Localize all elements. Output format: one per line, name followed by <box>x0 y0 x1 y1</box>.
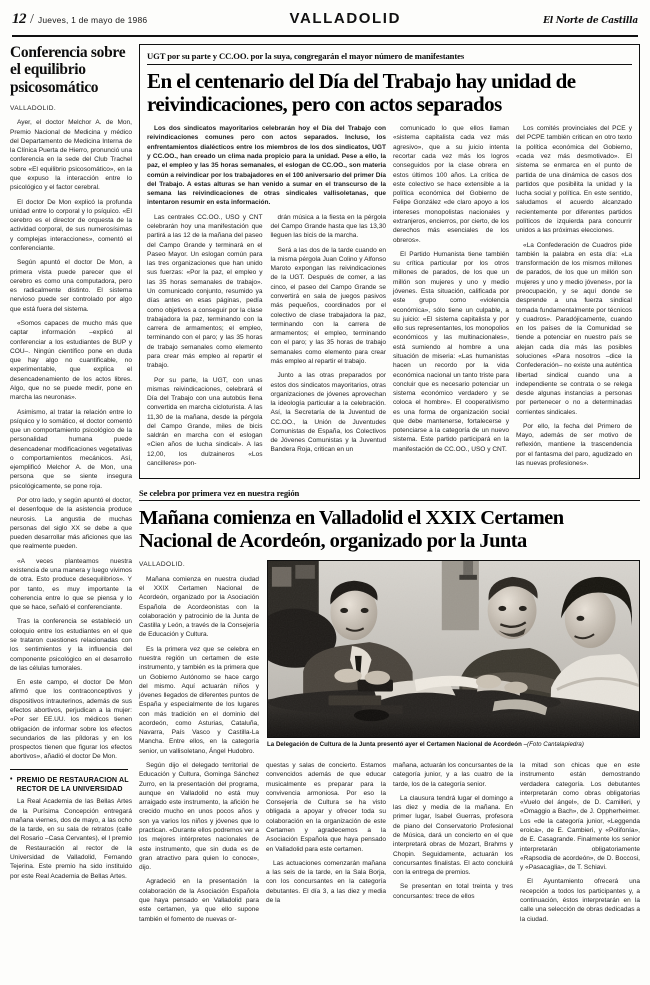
paper-masthead-logo: El Norte de Castilla <box>543 16 638 26</box>
sidebar-brief <box>10 776 132 881</box>
photo-caption-text: La Delegación de Cultura de la Junta presentó ayer el Certamen Nacional de Acordeón <box>267 741 522 749</box>
article2-paragraph: mañana, actuarán los concursantes de la categoría junior, y a las cuatro de la tarde, los de la categoría senior. <box>393 762 513 788</box>
article1-paragraph: El Partido Humanista tiene también su crítica particular por los otros millones de parados, de los que un millón son mujeres y uno y medio jóvenes. Esta situación, calificada por este grupo como «violencia económica», sólo tiene un culpable, a su juicio: «El sistema capitalista y por ello sus representantes, los monopolios económicos y las multinacionales», está sumiendo al hombre a una situación de miseria: «Las humanistas hacen un recordo por la vida económica nacional un tanto triste para concluir que es necesario potenciar un sistema económico verdadero y se coloca el hombre». El cooperativismo es una forma de organización social que debe mantenerse, fortalecerse y potenciarse a la categoría de un nuevo sistema. Este partido participará en la manifestación de CC.OO., USO y CNT. <box>392 250 509 453</box>
article2-bottom-columns <box>139 761 640 929</box>
article1-subcolumns <box>147 213 386 474</box>
article2-paragraph: La clausura tendrá lugar el domingo a las diez y media de la mañana. En primer lugar, Isabel Guerras, profesora de piano del Conservatorio Profesional de Música, dará un concierto en el que interpretará obras de Mozart, Brahms y Chopin. Seguidamente, actuarán los concursantes finalistas. El acto concluirá con la entrega de premios. <box>393 794 513 877</box>
sidebar-paragraph: Por otro lado, y según apuntó el doctor, el desenfoque de la asistencia produce neurosis. La angustia de muchas personas del siglo XX se debe a que pueden desarrollar más aficiones que las que realmente pueden. <box>10 497 132 551</box>
sidebar-paragraph: Según apuntó el doctor De Mon, a primera vista puede parecer que el cerebro es como una computadora, pero es radicalmente distinto. El sistema nervioso puede ser controlado por algo que está fuera del sistema. <box>10 259 132 313</box>
main-column <box>139 44 640 974</box>
article1-paragraph: Junto a las otras preparados por estos dos sindicatos mayoritarios, otras organizaciones de jóvenes aprovechan la ideología particular a la celebración. Así, la Secretaría de la Juventud de CC.OO., la Unión de Juventudes Comunistas de España, los Colectivos de Jóvenes Comunistas y la Juventud Bandera Roja, critican en un <box>270 372 386 454</box>
masthead <box>10 10 640 32</box>
brief-heading <box>10 776 132 794</box>
page-body <box>10 44 640 974</box>
section-title: VALLADOLID <box>289 10 401 27</box>
article2-column-1 <box>139 761 259 929</box>
article2-paragraph: Las actuaciones comenzarán mañana a las seis de la tarde, en la Sala Borja, con los concursantes en la categoría debutantes. El día 3, a las diez y media de la <box>266 859 386 904</box>
article1-paragraph: drán música a la fiesta en la pérgola del Campo Grande hasta que las 13,30 lleguen las bicis de la marcha. <box>270 213 386 240</box>
sidebar-paragraph: Asimismo, al tratar la relación entre lo psíquico y lo somático, el doctor comentó que un comportamiento psicológico de la personalidad humana puede desencadenar modificaciones vegetativas o comportamientos mecánicos. Así, ejemplificó Melchor A. de Mon, una persona que se siente insegura psicológicamente, se pone roja. <box>10 408 132 490</box>
sidebar-paragraph: «A veces planteamos nuestra existencia de una manera y luego vivimos de otra. Esto produce desequilibrios». Y por tanto, es muy importante la coherencia entre lo que se piensa y lo que se hace, señaló el conferenciante. <box>10 557 132 612</box>
article1-headline: En el centenario del Día del Trabajo hay unidad de reivindicaciones, pero con actos separados <box>147 69 576 117</box>
sidebar-paragraph: Tras la conferencia se estableció un coloquio entre los estudiantes en el que se trataron cuestiones relacionadas con los sentimientos y la influencia del componente psicológico en el desarrollo de las células tumorales. <box>10 618 132 672</box>
article2-paragraph: questas y salas de concierto. Estamos convencidos además de que educar musicalmente es preparar para la convivencia armoniosa. Por eso la Consejería de Cultura se ha visto obligada a apoyar y ofrecer toda su colaboración en la organización de este Certamen y agradecemos a la Asociación Española que haya pensado en Valladolid para este certamen. <box>266 762 386 853</box>
article2-column-2 <box>266 761 386 929</box>
article2-paragraph: Agradeció en la presentación la colaboración de la Asociación Española que haya pensado en Valladolid para este certamen, ya que ello supone también el fomento de nuevas or- <box>139 878 259 923</box>
sidebar-paragraph: En este campo, el doctor De Mon afirmó que los contraconceptivos y dispositivos intrauterinos, además de sus efectos abortivos, perjudican a la mujer: «Por ser EE.UU. los médicos tienen obligación de informar sobre los efectos secundarios de las píldoras y en los prospectos tienen que figurar los efectos abortivos», añadió el doctor De Mon. <box>10 679 132 761</box>
article2-paragraph: Según dijo el delegado territorial de Educación y Cultura, Gominga Sánchez Zurro, en la presentación del programa, aunque en Valladolid no está muy arraigado este instrumento, la afición he crecido mucho en unos pocos años y son ya varios los niños y jóvenes que lo practican. «Durante ellos podremos ver a los mejores intérpretes nacionales de este instrumento, que sin duda es de gran atractivo para quien lo conoce», dijo. <box>139 762 259 872</box>
article1-columns <box>147 124 632 473</box>
article1-lead: Los dos sindicatos mayoritarios celebrarán hoy el Día del Trabajo con reivindicaciones comunes pero con actos separados. Incluso, los enfrentamientos dialécticos entre los miembros de los dos sindicatos, UGT y CC.OO., han creado un clima nada propicio para la unidad. Pese a ello, la paz, el empleo y las 35 horas semanales, el eslogan de CC.OO., son materia común a reivindicar por los trabajadores en el 100 aniversario del primer Día del Trabajo. A estas alturas se han venido a sumar en el transcurso de la semana las reivindicaciones de otras sindicales vallisoletanas, que intentaron resumir en esta información. <box>147 125 386 207</box>
bullet-icon: • <box>10 775 13 783</box>
article1-paragraph: Será a las dos de la tarde cuando en la misma pérgola Juan Colino y Alfonso Maroto expongan las reivindicaciones de la UGT. Después de comer, a las cinco, el paseo del Campo Grande se convertirá en sala de juegos pasivos más pequeños, coordinados por el colectivo de clase trabajadora la paz, terminando con la carrera de armamentos; el empleo, terminando con el paro; y las 35 horas de trabajo semanales como elemento para crear más empleo al repartir el trabajo. <box>270 246 386 365</box>
sidebar-paragraph: Ayer, el doctor Melchor A. de Mon, Premio Nacional de Medicina y médico del Departamento de Medicina Interna de la Clínica Puerta de Hierro, pronunció una conferencia en la sede del Club Trachel sobre «El equilibrio psicosomático», en la que expuso la interacción entre lo psicológico y el factor cerebral. <box>10 119 132 192</box>
sidebar-divider <box>10 769 128 770</box>
article1-column-3 <box>393 124 509 473</box>
brief-heading-text: PREMIO DE RESTAURACION AL RECTOR DE LA UNIVERSIDAD <box>16 775 129 793</box>
photo-caption <box>267 741 640 748</box>
brief-paragraph: La Real Academia de las Bellas Artes de la Purísima Concepción entregará mañana viernes, dos de mayo, a las ocho de la tarde, en su sala de retratos (calle del Rosario –Casa Cervantes), el I premio de Restauración al rector de la Universidad de Valladolid, Fernando Tejerina. Este premio ha sido instituido por este Real Academia de Bellas Artes. <box>10 798 132 880</box>
article1-paragraph: Por ello, la fecha del Primero de Mayo, además de ser motivo de reflexión, mantiene la trascendencia por el fantasma del paro, agudizado en las nuevas profesiones». <box>516 422 633 468</box>
article1-column-4 <box>516 124 632 473</box>
sidebar-dateline: VALLADOLID. <box>10 105 57 113</box>
article2-paragraph: Se presentan en total treinta y tres concursantes: trece de ellos <box>393 883 513 900</box>
article2-paragraph: Mañana comienza en nuestra ciudad el XXIX Certamen Nacional de Acordeón, organizado por la Asociación Española de Acordeonistas con la colaboración y patrocinio de la Junta de Castilla y León, a través de la Consejería de Educación y Cultura. <box>139 575 259 639</box>
article1-column-1b <box>271 213 387 474</box>
article2-headline: Mañana comienza en Valladolid el XXIX Certamen Nacional de Acordeón, organizado por la Junta <box>139 507 564 552</box>
article1-kicker: UGT por su parte y CC.OO. por la suya, congregarán el mayor número de manifestantes <box>147 51 632 65</box>
article1-paragraph: comunicado lo que ellos llaman «sistema capitalista cada vez más agresivo», que a su juicio intenta recortar cada vez más los logros conseguidos por la clase obrera en estos últimos 100 años. La crítica de este colectivo se hace extensible a la política económica del Gobierno de Felipe González «de claro apoyo a los intereses monopolistas nacionales y extranjeros, encierros, por cierto, de los derechos más esenciales de los obreros». <box>392 125 509 244</box>
photo-credit: –(Foto Cantalapiedra) <box>523 741 584 749</box>
press-conference-photo-wrapper <box>267 560 640 738</box>
article1-paragraph: Las centrales CC.OO., USO y CNT celebrarán hoy una manifestación que partirá a las 12 de la mañana del paseo del Campo Grande y terminará en el Paseo Mayor. Un eslogan común para las tres organizaciones que han unido sus fuerzas: «Por la paz, el empleo y las 35 horas semanales de trabajo». Un comunicado conjunto, resumido ya días antes en esas páginas, pedía como objetivos a conseguir por la clase trabajadora la paz, terminando con la carrera de armamentos; el empleo, terminando con el paro; y las 35 horas de trabajo semanales como elemento para crear más empleo al repartir el trabajo. <box>147 213 263 370</box>
article1-column-1a <box>147 213 263 474</box>
sidebar-paragraph: «Somos capaces de mucho más que captar información –explicó al conferenciar a los estudiantes de BUP y COU–. Ningún científico pone en duda que hay algo no cuantificable, no experimentable, que explica el desencadenamiento de los actos libres. Algo, que no se puede medir, pone en marcha las neuronas». <box>10 319 132 402</box>
article2-paragraph: Es la primera vez que se celebra en nuestra región un certamen de este instrumento, y también es la primera que un Gobierno Autónomo se hace cargo del mismo. Aquí actuarán niños y jóvenes llegados de diferentes puntos de España y especialmente de los lugares con más tradición en el dominio del acordeón, como Asturias, Cataluña, Navarra, País Vasco y Castilla-La Mancha. Entre ellos, en la categoría senior, un vallisoletano, Ángel Hudobro. <box>139 645 259 755</box>
folio-separator: / <box>30 12 34 27</box>
article1-paragraph: «La Confederación de Cuadros pide también la palabra en esta día: «La transformación de los mismos millones de parados, de los que un millón son mujeres y uno y medio jóvenes», por la preocupación, y se aquí donde se desprende a una fuerza sindical tomada fundamentalmente por técnicos y cuadros». Paradójicamente, cuando en los países de la Comunidad se tiende a potenciar en nuestro país se alejan cada día más las posibles soluciones «Para nosotros –dice la Confederación– no existe una auténtica libertad sindical cuando una a independiente se contrata o se relega desde algunas instancias a personas por pertenecer o no a determinadas corrientes sindicales. <box>516 241 633 416</box>
sidebar-story <box>10 44 132 974</box>
publication-date: Jueves, 1 de mayo de 1986 <box>37 15 148 25</box>
article2-kicker: Se celebra por primera vez en nuestra región <box>139 488 640 501</box>
article-accordion-story <box>139 488 640 929</box>
article2-column-4 <box>520 761 640 929</box>
article2-dateline: VALLADOLID. <box>139 561 186 569</box>
article2-paragraph: El Ayuntamiento ofrecerá una recepción a todos los participantes y, a continuación, éstos interpretarán en la calle una selección de obras dedicadas a la ciudad. <box>520 878 640 923</box>
sidebar-headline: Conferencia sobre el equilibrio psicosomático <box>10 44 126 96</box>
article1-paragraph: Los comités provinciales del PCE y del PCPE también critican en otro texto la política económica del Gobierno, «cada vez más desmotivado». El sistema se enmarca en el punto de partida de una dinámica de casos dos partidos que posibilita la unidad y la lucha social y política. En este sentido, saludamos el acuerdo alcanzado recientemente por diferentes partidos políticos de izquierda para concurrir unidos a las próximas elecciones. <box>516 125 633 235</box>
article2-paragraph: la mitad son chicas que en este instrumento están demostrando verdadera categoría. Los debutantes interpretarán como obras obligatorias «Vuelo del ángel», de D. Camilleri, y «Omaggio a Bach», de J. Oppherheimer. Los «de la categoría junior, «Leggenda eroica», de E. Cambieri, y «Polifonía», de E. Casagrande. Finalmente los senior interpretarán obligatoriamente «Rapsodia de acordeón», de D. Boccosi, y «Pasacaglia», de T. Schiavi. <box>520 762 640 872</box>
article2-intro-column <box>139 560 259 761</box>
article1-column-1 <box>147 124 386 473</box>
masthead-rule <box>12 35 638 37</box>
press-conference-photo <box>267 560 640 738</box>
page-number: 12 <box>12 11 26 27</box>
article2-column-3 <box>393 761 513 929</box>
article2-photo-block <box>267 560 640 761</box>
article1-paragraph: Por su parte, la UGT, con unas mismas reivindicaciones, celebrará el Día del Trabajo con una autobús llena convertida en marcha cicloturista. A las 11,30 de la mañana, desde la pérgola del Campo Grande, miles de bicis saldrán en marcha con el eslogan «Cien años de lucha sindical». A las 12,00, los dulzaineros «Los cancilleres» pon- <box>147 376 263 468</box>
folio <box>12 11 147 28</box>
sidebar-paragraph: El doctor De Mon explicó la profunda unidad entre lo corporal y lo psíquico. «El cerebro es el director de orquesta de la actividad corporal, de sus numerosísimas y complejas interacciones», comentó el conferenciante. <box>10 198 132 253</box>
article-lead-story <box>139 44 640 479</box>
article2-top-block <box>139 560 640 761</box>
